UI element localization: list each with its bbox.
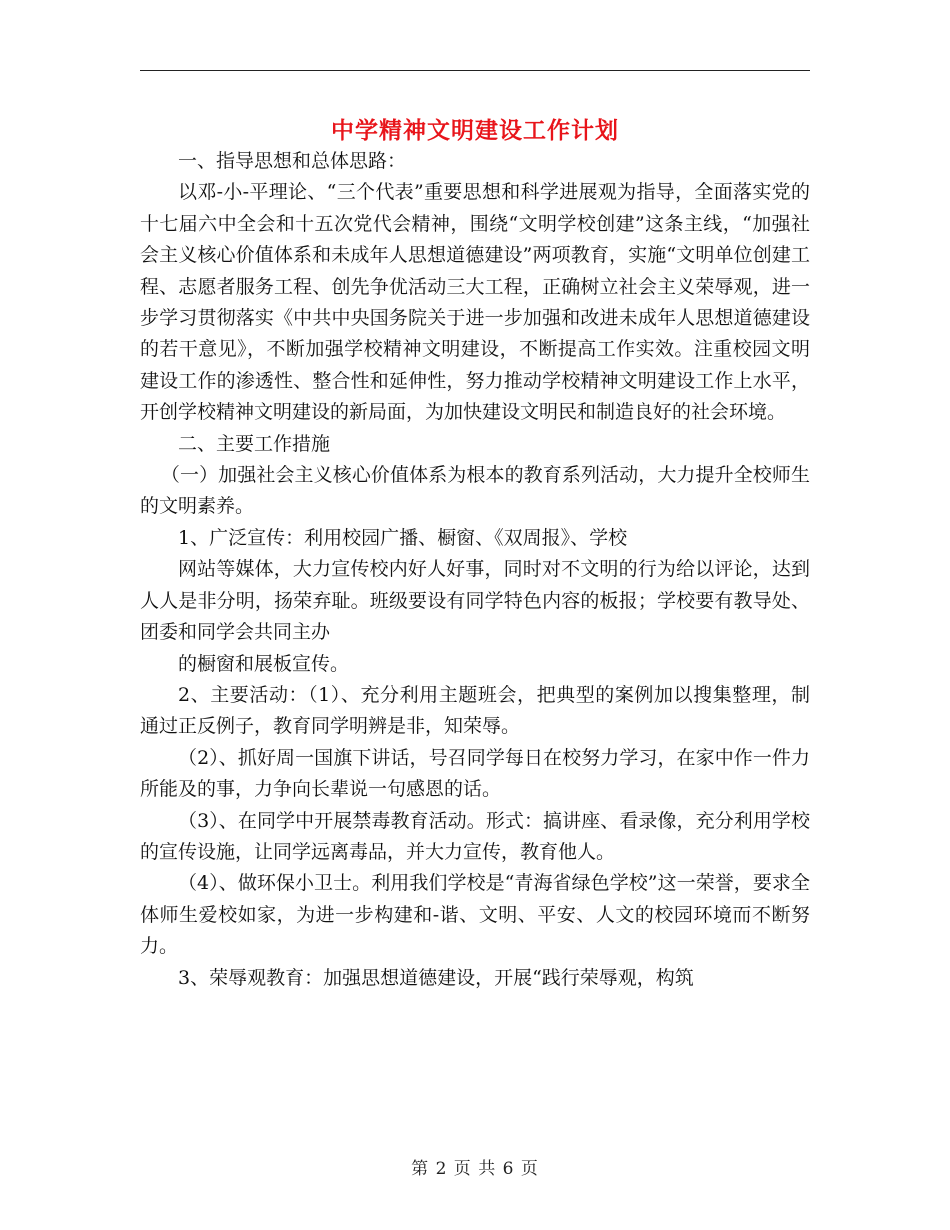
document-title: 中学精神文明建设工作计划: [331, 117, 619, 144]
section-heading-1: 一、指导思想和总体思路：: [178, 150, 407, 172]
item-main-activities: 2、主要活动：（1）、充分利用主题班会，把典型的案例加以搜集整理，制通过正反例子，教育同学明辨是非，知荣辱。: [140, 683, 810, 738]
paragraph-guiding-ideology: 以邓-小-平理论、“三个代表”重要思想和科学进展观为指导，全面落实党的十七届六中全会和十五次党代会精神，围绕“文明学校创建”这条主线，“加强社会主义核心价值体系和未成年人思想道德建设”两项教育，实施“文明单位创建工程、志愿者服务工程、创先争优活动三大工程，正确树立社会主义荣辱观，进一步学习贯彻落实《中共中央国务院关于进一步加强和改进未成年人思想道德建设的若干意见》，不断加强学校精神文明建设，不断提高工作实效。注重校园文明建设工作的渗透性、整合性和延伸性，努力推动学校精神文明建设工作上水平，开创学校精神文明建设的新局面，为加快建设文明民和制造良好的社会环境。: [140, 181, 810, 424]
page-number: 第 2 页 共 6 页: [411, 1159, 539, 1179]
item-publicity-tail: 的橱窗和展板宣传。: [178, 652, 350, 675]
header-rule: [140, 70, 810, 71]
subsection-heading-1: （一）加强社会主义核心价值体系为根本的教育系列活动，大力提升全校师生的文明素养。: [140, 464, 810, 518]
document-body: [140, 146, 810, 994]
activity-environment: （4）、做环保小卫士。利用我们学校是“青海省绿色学校”这一荣誉，要求全体师生爱校如家，为进一步构建和-谐、文明、平安、人文的校园环境而不断努力。: [140, 872, 810, 958]
activity-anti-drug: （3）、在同学中开展禁毒教育活动。形式：搞讲座、看录像，充分利用学校的宣传设施，让同学远离毒品，并大力宣传，教育他人。: [140, 809, 810, 863]
item-honor-education: 3、荣辱观教育：加强思想道德建设，开展“践行荣辱观，构筑: [178, 966, 694, 989]
item-publicity: 1、广泛宣传：利用校园广播、橱窗、《双周报》、学校: [178, 526, 628, 549]
activity-flag-speech: （2）、抓好周一国旗下讲话，号召同学每日在校努力学习，在家中作一件力所能及的事，力争向长辈说一句感恩的话。: [140, 746, 810, 801]
section-heading-2: 二、主要工作措施: [178, 432, 331, 455]
item-publicity-continued: 网站等媒体，大力宣传校内好人好事，同时对不文明的行为给以评论，达到人人是非分明，扬荣弃耻。班级要设有同学特色内容的板报；学校要有教导处、团委和同学会共同主办: [140, 558, 810, 644]
